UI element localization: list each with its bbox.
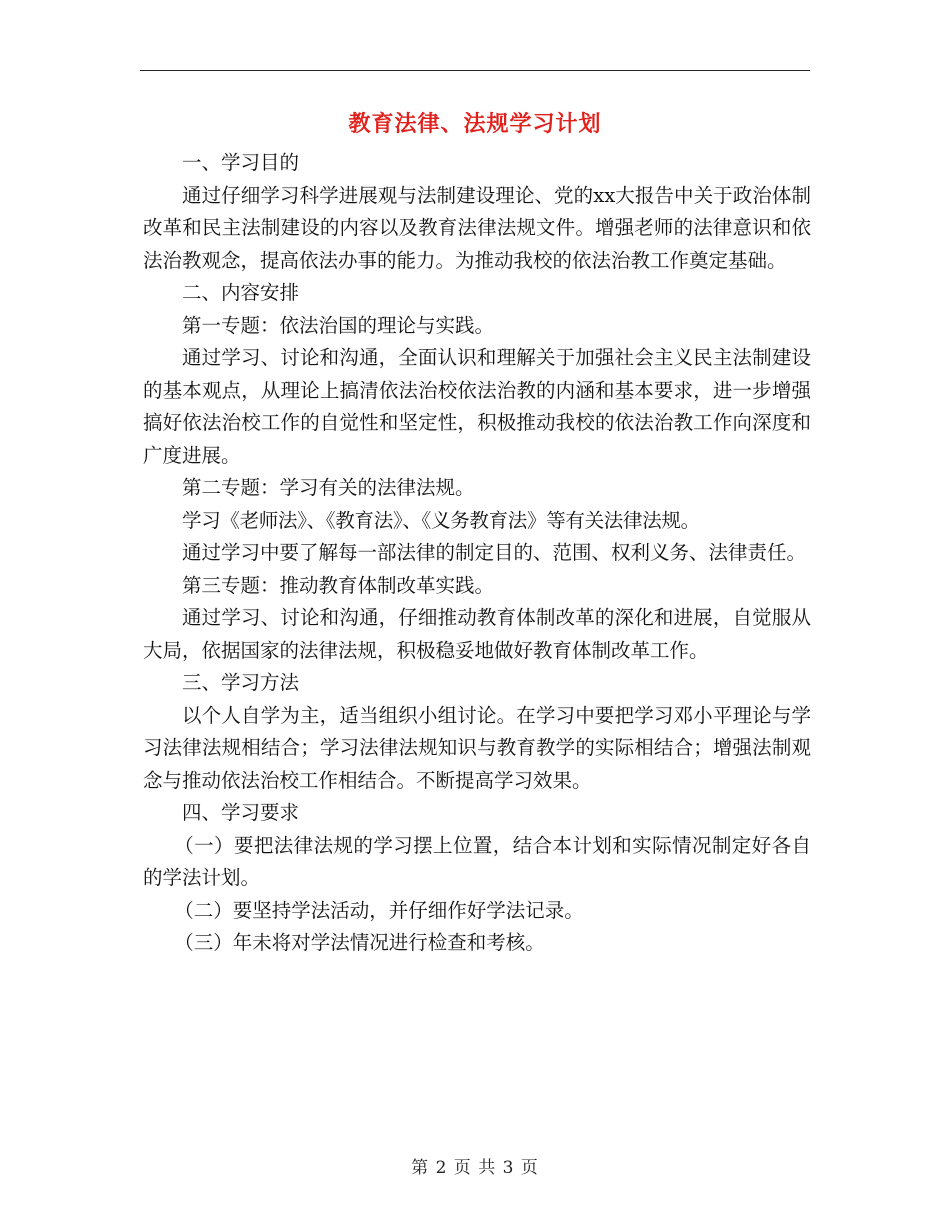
page-footer: 第 2 页 共 3 页 bbox=[411, 1158, 539, 1178]
section-heading-content: 二、内容安排 bbox=[182, 281, 300, 304]
paragraph-method: 以个人自学为主，适当组织小组讨论。在学习中要把学习邓小平理论与学习法律法规相结合；学习法律法规知识与教育教学的实际相结合；增强法制观念与推动依法治校工作相结合。不断提高学习效果。 bbox=[143, 703, 811, 792]
document-title: 教育法律、法规学习计划 bbox=[348, 112, 602, 137]
topic-three-paragraph: 通过学习、讨论和沟通，仔细推动教育体制改革的深化和进展，自觉服从大局，依据国家的法律法规，积极稳妥地做好教育体制改革工作。 bbox=[143, 606, 811, 662]
requirement-item-2: （二）要坚持学法活动，并仔细作好学法记录。 bbox=[174, 898, 584, 922]
section-heading-purpose: 一、学习目的 bbox=[182, 151, 300, 174]
document-body bbox=[143, 147, 811, 960]
requirement-item-3: （三）年未将对学法情况进行检查和考核。 bbox=[174, 931, 545, 954]
topic-two-paragraph: 通过学习中要了解每一部法律的制定目的、范围、权利义务、法律责任。 bbox=[182, 541, 807, 564]
requirement-item-1: （一）要把法律法规的学习摆上位置，结合本计划和实际情况制定好各自的学法计划。 bbox=[143, 833, 811, 889]
section-heading-method: 三、学习方法 bbox=[182, 671, 300, 694]
topic-three-heading: 第三专题：推动教育体制改革实践。 bbox=[182, 573, 495, 597]
section-heading-requirements: 四、学习要求 bbox=[182, 801, 300, 824]
topic-two-laws: 学习《老师法》、《教育法》、《义务教育法》等有关法律法规。 bbox=[182, 508, 700, 532]
header-rule bbox=[140, 70, 810, 71]
topic-two-heading: 第二专题：学习有关的法律法规。 bbox=[182, 476, 475, 499]
topic-one-heading: 第一专题：依法治国的理论与实践。 bbox=[182, 313, 495, 337]
paragraph-purpose: 通过仔细学习科学进展观与法制建设理论、党的xx大报告中关于政治体制改革和民主法制建设的内容以及教育法律法规文件。增强老师的法律意识和依法治教观念，提高依法办事的能力。为推动我校的依法治教工作奠定基础。 bbox=[143, 183, 811, 272]
topic-one-paragraph: 通过学习、讨论和沟通，全面认识和理解关于加强社会主义民主法制建设的基本观点，从理论上搞清依法治校依法治教的内涵和基本要求，进一步增强搞好依法治校工作的自觉性和坚定性，积极推动我校的依法治教工作向深度和广度进展。 bbox=[143, 346, 811, 467]
